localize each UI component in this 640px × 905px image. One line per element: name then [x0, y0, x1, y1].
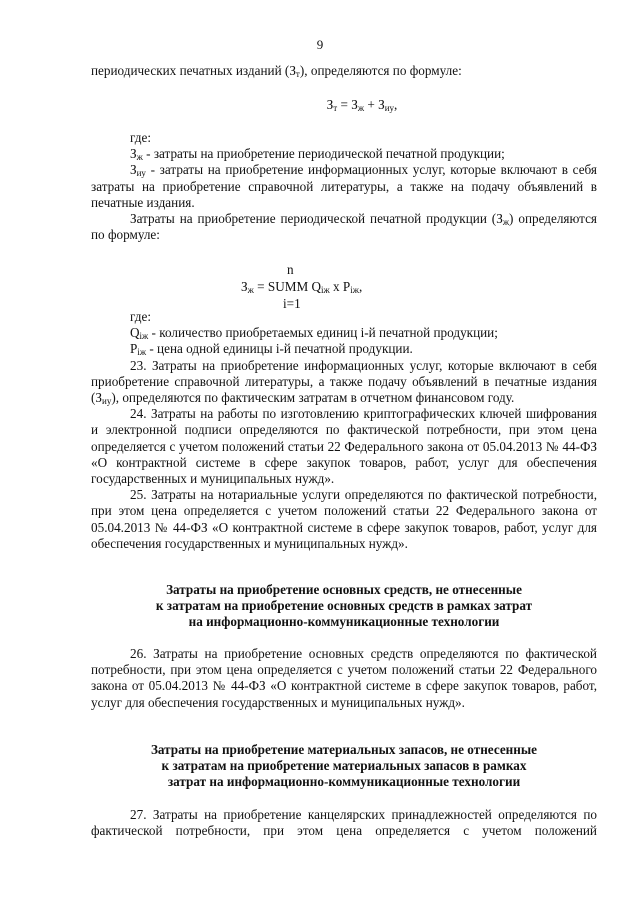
formula2-mid: = SUMM Q: [253, 279, 321, 294]
def-iu-sym: З: [130, 162, 137, 178]
para-zh-sub: ж: [502, 217, 510, 228]
item-23: [91, 358, 597, 407]
def-p-sym: P: [130, 341, 138, 357]
formula1-plus: + З: [364, 97, 385, 112]
formula1-t2-sub: иу: [384, 103, 395, 113]
heading2-line1: Затраты на приобретение материальных запасов, не отнесенные: [150, 742, 538, 757]
formula-1: [91, 97, 597, 113]
body-section-2: [91, 807, 597, 839]
definition-iu: [91, 162, 597, 211]
formula1-lhs-sub: т: [333, 103, 338, 113]
item23-tail: ), определяются по фактическим затратам в отчетном финансовом году.: [111, 390, 515, 406]
def-zh-sub: ж: [136, 152, 143, 163]
sum-upper-limit: n: [287, 262, 294, 277]
definition-p: [91, 341, 597, 357]
def-iu-text: - затраты на приобретение информационных услуг, которые включают: [145, 162, 558, 178]
formula2-lhs-sub: ж: [247, 285, 254, 295]
formula1-t1-sub: ж: [357, 103, 365, 113]
formula1-end: ,: [394, 97, 398, 112]
definition-zh: [91, 146, 597, 162]
body-section-1: [91, 646, 597, 711]
def-p-text: - цена одной единицы i-й печатной продукции.: [146, 341, 413, 357]
heading2-line2: к затратам на приобретение материальных запасов в рамках: [161, 758, 527, 774]
body-main: [91, 309, 597, 552]
sum-lower-limit: i=1: [283, 296, 301, 311]
item-24: 24. Затраты на работы по изготовлению криптографических ключей шифрования и электронной подписи определяются по фактической потребности, при этом цена определяется с учетом положений статьи 22 Федерального закона от 05.04.2013 № 44-ФЗ «О контрактной системе в сфере закупок товаров, работ, услуг для обеспечения государственных и муниципальных нужд».: [91, 406, 597, 487]
sum-expression: [241, 279, 362, 295]
def-q-sym: Q: [130, 325, 140, 341]
item23-text: 23. Затраты на приобретение информационных услуг, которые включают в себя приобретение справочной литературы, а также подачу объявлений в печатные издания (З: [91, 357, 597, 406]
def-zh-text: - затраты на приобретение периодической печатной продукции;: [142, 146, 505, 162]
def-iu-sub: иу: [136, 168, 146, 179]
intro-text: периодических печатных изданий (З: [91, 63, 296, 78]
heading1-line1: Затраты на приобретение основных средств, не отнесенные: [166, 582, 522, 597]
formula2-lhs: З: [241, 279, 248, 294]
intro-tail: ), определяются по формуле:: [299, 63, 462, 78]
def-q-text: - количество приобретаемых единиц i-й печатной продукции;: [148, 325, 498, 341]
heading1-line3: на информационно-коммуникационные технологии: [188, 614, 500, 630]
where-label-1: где:: [130, 130, 151, 145]
item-27: 27. Затраты на приобретение канцелярских принадлежностей определяются по фактической потребности, при этом цена определяется с учетом положений: [91, 807, 597, 839]
item-25: 25. Затраты на нотариальные услуги определяются по фактической потребности, при этом цена определяется с учетом положений статьи 22 Федерального закона от 05.04.2013 № 44-ФЗ «О контрактной системе в сфере закупок товаров, работ, услуг для обеспечения государственных и муниципальных нужд».: [91, 487, 597, 551]
formula1-eq: = З: [337, 97, 358, 112]
definition-q: [91, 325, 597, 341]
intro-sub: т: [295, 69, 300, 79]
para-zh-intro: Затраты на приобретение периодической печатной продукции (З: [130, 211, 503, 227]
section-heading-2: [91, 742, 597, 791]
def-zh-sym: З: [130, 146, 137, 162]
formula2-end: ,: [358, 279, 363, 294]
body-top: [91, 63, 597, 79]
item23-sub: иу: [102, 396, 112, 407]
item-26: 26. Затраты на приобретение основных средств определяются по фактической потребности, при этом цена определяется с учетом положений статьи 22 Федерального закона от 05.04.2013 № 44-ФЗ «О контрактной системе в сфере закупок товаров, работ, услуг для обеспечения государственных и муниципальных нужд».: [91, 646, 597, 710]
formula1-lhs: З: [326, 97, 334, 112]
definitions-1: [91, 130, 597, 243]
def-q-sub: iж: [139, 331, 149, 342]
section-heading-1: [91, 582, 597, 631]
formula2-p-sub: iж: [350, 285, 359, 295]
intro-paragraph: [91, 63, 597, 79]
paragraph-zh-formula: [91, 211, 597, 243]
formula-2: [91, 262, 597, 314]
page-number: 9: [316, 37, 324, 52]
def-iu-rest: в себя затраты на приобретение справочной литературы, а также на подачу объявлений в печатные издания.: [91, 162, 598, 210]
heading2-line3: затрат на информационно-коммуникационные технологии: [167, 774, 521, 790]
para-zh-tail: ) определяются по формуле:: [91, 211, 598, 243]
def-p-sub: iж: [137, 347, 147, 358]
formula2-q-sub: iж: [321, 285, 330, 295]
sum-formula: [91, 262, 597, 314]
heading1-line2: к затратам на приобретение основных средств в рамках затрат: [155, 598, 533, 614]
formula2-x: x P: [329, 279, 351, 294]
where-label-2: где:: [130, 309, 151, 324]
